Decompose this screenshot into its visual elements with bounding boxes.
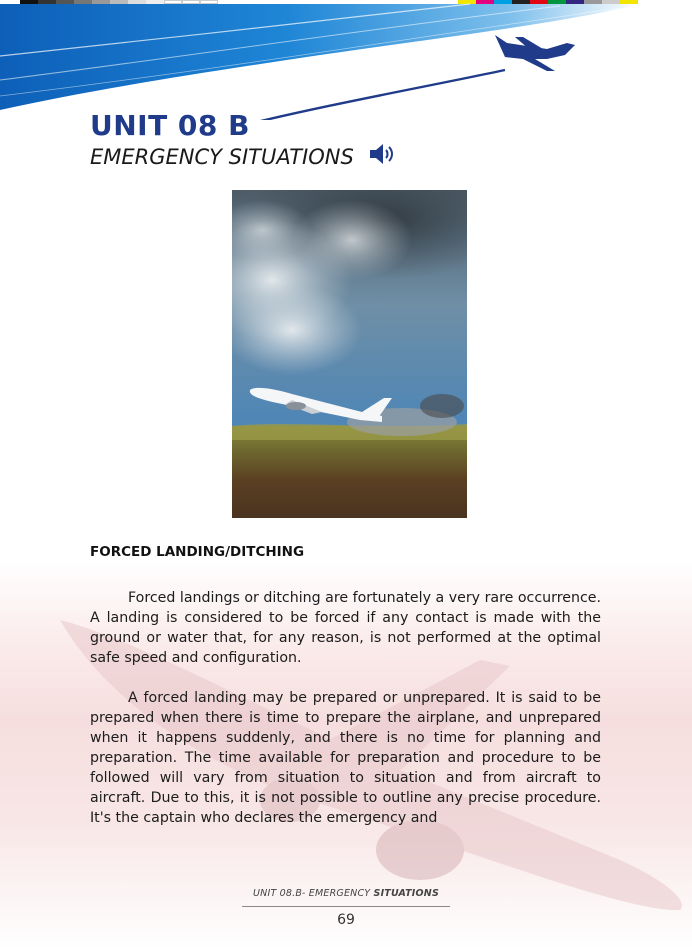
footer-unit-label [0,888,692,899]
title-block [90,110,396,172]
footer-label-bold: SITUATIONS [373,888,440,899]
body-paragraph-2: A forced landing may be prepared or unprepared. It is said to be prepared when there is time to prepare the airplane, and unprepared when it happens suddenly, and there is no time for planning and preparation. The time available for preparation and procedure to be followed will vary from situation to situation and from aircraft to aircraft. Due to this, it is not possible to outline any precise procedure. It's the captain who declares the emergency and [90,690,601,826]
footer-divider [242,906,450,907]
unit-subtitle-row [90,142,396,172]
body-paragraph-1: Forced landings or ditching are fortunately a very rare occurrence. A landing is considered to be forced if any contact is made with the ground or water that, for any reason, is not performed at the optimal safe speed and configuration. [90,590,601,666]
airplane-icon [495,35,575,71]
header-swoosh [0,0,692,120]
speaker-icon[interactable] [368,142,396,172]
page-number: 69 [337,912,355,928]
unit-title: UNIT 08 B [90,109,250,142]
section-heading: FORCED LANDING/DITCHING [90,544,305,560]
forced-landing-photo [232,190,467,518]
unit-subtitle: EMERGENCY SITUATIONS [90,145,354,169]
footer-label-main: UNIT 08.B- EMERGENCY [252,888,371,899]
